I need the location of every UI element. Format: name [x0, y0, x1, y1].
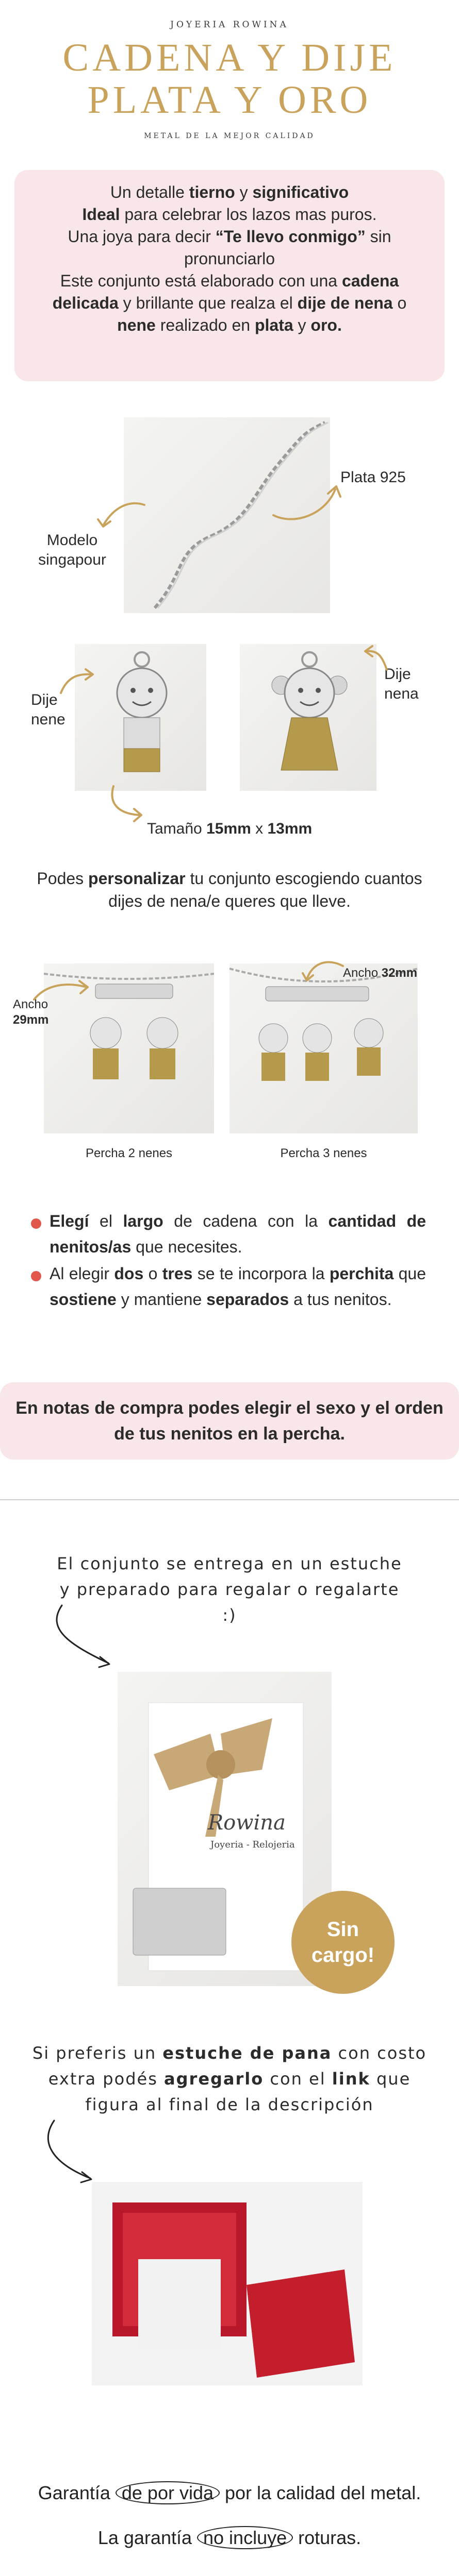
boy-charm-image [75, 644, 206, 791]
tagline: METAL DE LA MEJOR CALIDAD [144, 132, 315, 140]
arrow-plata [268, 479, 346, 526]
bullet-1-text: Elegí el largo de cadena con la cantidad de nenitos/as que necesites. [50, 1212, 427, 1256]
pana-text: Si preferis un estuche de pana con costo extra podés agregarlo con el link que figura al final de la descripción [32, 2043, 427, 2114]
percha-3-image [230, 963, 418, 1133]
guarantee-line2: La garantía no incluye roturas. [97, 2527, 362, 2548]
dije-nena-photo [240, 644, 376, 791]
intro-text: Un detalle tierno y significativo Ideal para celebrar los lazos mas puros. Una joya para decir “Te llevo conmigo” sin pronunciarlo Este conjunto está elaborado con una cadena delicada y brillante que realza el dije de nena o nene realizado en plata y oro. [52, 183, 407, 334]
bullet-dot-1 [31, 1218, 41, 1229]
modelo-label: Modelo singapour [38, 532, 106, 568]
estuche-text: El conjunto se entrega en un estuche y preparado para regalar o regalarte :) [57, 1554, 402, 1625]
guarantee-line1: Garantía de por vida por la calidad del metal. [38, 2482, 421, 2503]
notes-text: En notas de compra podes elegir el sexo y el orden de tus nenitos en la percha. [15, 1398, 444, 1444]
percha-2-caption: Percha 2 nenes [85, 1146, 173, 1160]
free-badge: Sin cargo! [291, 1891, 395, 1994]
arrow-nene [57, 667, 98, 698]
arrow-modelo [93, 495, 150, 536]
section-divider [0, 1499, 459, 1500]
dije-nene-label: Dije nene [31, 691, 65, 728]
size-label: Tamaño 15mm x 13mm [147, 820, 313, 837]
bullet-2-text: Al elegir dos o tres se te incorpora la perchita que sostiene y mantiene separados a tus nenitos. [50, 1264, 427, 1309]
girl-charm-image [240, 644, 376, 791]
plata-label: Plata 925 [340, 469, 406, 486]
percha-3-photo [230, 963, 418, 1133]
red-box-image [92, 2182, 363, 2385]
ancho-29-label: Ancho 29mm [13, 997, 49, 1027]
percha-3-caption: Percha 3 nenes [280, 1146, 367, 1160]
arrow-size [103, 783, 150, 824]
dije-nena-label: Dije nena [384, 666, 419, 702]
bag-logo: Rowina [208, 1811, 286, 1835]
brand-name: JOYERIA ROWINA [170, 20, 289, 30]
arrow-ancho-32 [302, 956, 348, 987]
page-title-line2: PLATA Y ORO [87, 78, 372, 122]
arrow-pana [39, 2117, 101, 2184]
page-title-line1: CADENA Y DIJE [62, 36, 397, 79]
arrow-estuche [46, 1602, 119, 1669]
dije-nene-photo [75, 644, 206, 791]
personalize-text: Podes personalizar tu conjunto escogiendo cuantos dijes de nena/e queres que lleve. [37, 869, 422, 910]
ancho-32-label: Ancho 32mm [343, 966, 418, 980]
bullet-dot-2 [31, 1271, 41, 1281]
bag-sub: Joyeria - Relojeria [210, 1839, 295, 1850]
arrow-nena [361, 644, 392, 675]
pana-photo [92, 2182, 363, 2385]
arrow-ancho-29 [31, 979, 93, 1005]
